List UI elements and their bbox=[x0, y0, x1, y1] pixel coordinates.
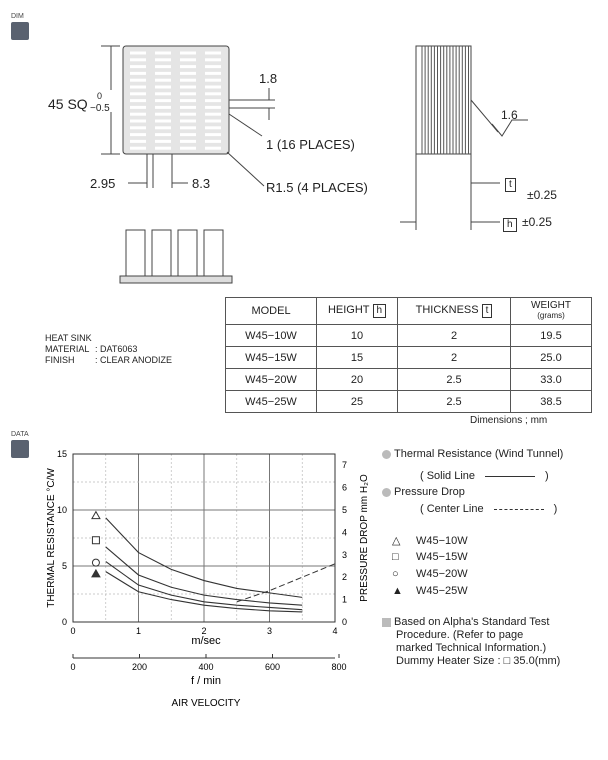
fpm-tick-label: 600 bbox=[264, 662, 281, 672]
y2-tick-label: 6 bbox=[342, 482, 348, 493]
header-weight: WEIGHT (grams) bbox=[511, 298, 592, 325]
legend-model: □ W45−15W bbox=[392, 551, 468, 563]
legend-model: ▲ W45−25W bbox=[392, 585, 468, 597]
dim-tolerance-bottom: −0.5 bbox=[90, 103, 110, 114]
header-thickness: THICKNESS t bbox=[398, 298, 511, 325]
dim-fin-width: 1.8 bbox=[259, 71, 278, 86]
thermal-chart bbox=[0, 440, 380, 720]
data-badge-label: DATA bbox=[11, 431, 29, 438]
triangle-marker bbox=[92, 512, 100, 519]
units-note: Dimensions ; mm bbox=[470, 415, 548, 426]
y-tick-label: 0 bbox=[61, 617, 67, 627]
legend-center: ( Center Line ) bbox=[420, 503, 558, 515]
dim-corner-radius: R1.5 (4 PLACES) bbox=[266, 180, 368, 195]
spec-table bbox=[225, 297, 592, 413]
material-row: MATERIAL : DAT6063 bbox=[45, 344, 138, 354]
y2-tick-label: 1 bbox=[342, 594, 348, 605]
finish-row: FINISH : CLEAR ANODIZE bbox=[45, 355, 173, 365]
table-row: W45−20W 20 2.5 33.0 bbox=[226, 369, 592, 391]
legend-thermal: Thermal Resistance (Wind Tunnel) bbox=[382, 448, 563, 460]
dim-thickness-symbol: t bbox=[502, 174, 516, 192]
legend-pressure: Pressure Drop bbox=[382, 486, 465, 498]
dim-badge-label: DIM bbox=[11, 13, 24, 20]
y-tick-label: 5 bbox=[61, 561, 67, 571]
x-axis-label: m/sec bbox=[191, 635, 221, 647]
gray-dot-icon bbox=[382, 450, 391, 459]
dim-height-symbol: h bbox=[500, 214, 517, 232]
y2-tick-label: 4 bbox=[342, 527, 348, 538]
y2-tick-label: 0 bbox=[342, 617, 348, 627]
dim-pitch: 8.3 bbox=[192, 176, 211, 191]
header-height: HEIGHT h bbox=[317, 298, 398, 325]
y2-tick-label: 2 bbox=[342, 572, 348, 583]
x-tick-label: 2 bbox=[201, 626, 207, 636]
circle-marker bbox=[92, 559, 99, 566]
x-tick-label: 1 bbox=[135, 626, 142, 636]
legend-model: △ W45−10W bbox=[392, 535, 468, 547]
pressure-series-line bbox=[237, 564, 335, 602]
y-tick-label: 10 bbox=[56, 505, 67, 515]
fpm-tick-label: 200 bbox=[131, 662, 148, 672]
fpm-tick-label: 800 bbox=[331, 662, 347, 672]
dim-side-square: 45 SQ bbox=[48, 96, 88, 112]
y2-tick-label: 5 bbox=[342, 505, 348, 515]
top-view bbox=[123, 46, 229, 154]
test-note: Based on Alpha's Standard Test Procedure. (Refer to page marked Technical Information.) Dummy Heater Size : □ 35.0(mm) bbox=[382, 616, 560, 668]
dim-roughness: 1.6 bbox=[501, 108, 518, 122]
table-header-row bbox=[226, 298, 592, 325]
table-row: W45−25W 25 2.5 38.5 bbox=[226, 391, 592, 413]
y2-tick-label: 7 bbox=[342, 460, 348, 471]
table-row: W45−10W 10 2 19.5 bbox=[226, 325, 592, 347]
fpm-axis-label: f / min bbox=[191, 675, 221, 687]
square-marker bbox=[92, 537, 99, 544]
gray-square-icon bbox=[382, 618, 391, 627]
material-block bbox=[45, 333, 172, 366]
gray-dot-icon bbox=[382, 488, 391, 497]
material-title: HEAT SINK bbox=[45, 333, 92, 343]
y-axis-label: THERMAL RESISTANCE °C/W bbox=[46, 468, 57, 608]
table-row: W45−15W 15 2 25.0 bbox=[226, 347, 592, 369]
fpm-tick-label: 0 bbox=[70, 662, 76, 672]
legend-solid: ( Solid Line ) bbox=[420, 470, 549, 482]
side-view bbox=[400, 46, 528, 230]
header-model: MODEL bbox=[226, 298, 317, 325]
filled-triangle-marker bbox=[92, 570, 100, 577]
dim-height-tolerance: ±0.25 bbox=[522, 215, 552, 229]
x-tick-label: 0 bbox=[70, 626, 76, 636]
fpm-tick-label: 400 bbox=[198, 662, 214, 672]
y-tick-label: 15 bbox=[56, 449, 67, 459]
x-tick-label: 4 bbox=[332, 626, 338, 636]
dim-tolerance-top: 0 bbox=[97, 91, 103, 101]
dim-fin-count: 1 (16 PLACES) bbox=[266, 137, 355, 152]
y2-tick-label: 3 bbox=[342, 549, 348, 560]
y2-axis-label: PRESSURE DROP mm H₂O bbox=[359, 474, 370, 602]
dim-thickness-tolerance: ±0.25 bbox=[527, 188, 557, 202]
front-view bbox=[120, 230, 232, 283]
dim-left-offset: 2.95 bbox=[90, 176, 116, 191]
legend-model: ○ W45−20W bbox=[392, 568, 468, 580]
air-velocity-label: AIR VELOCITY bbox=[171, 698, 241, 709]
x-tick-label: 3 bbox=[266, 626, 273, 636]
